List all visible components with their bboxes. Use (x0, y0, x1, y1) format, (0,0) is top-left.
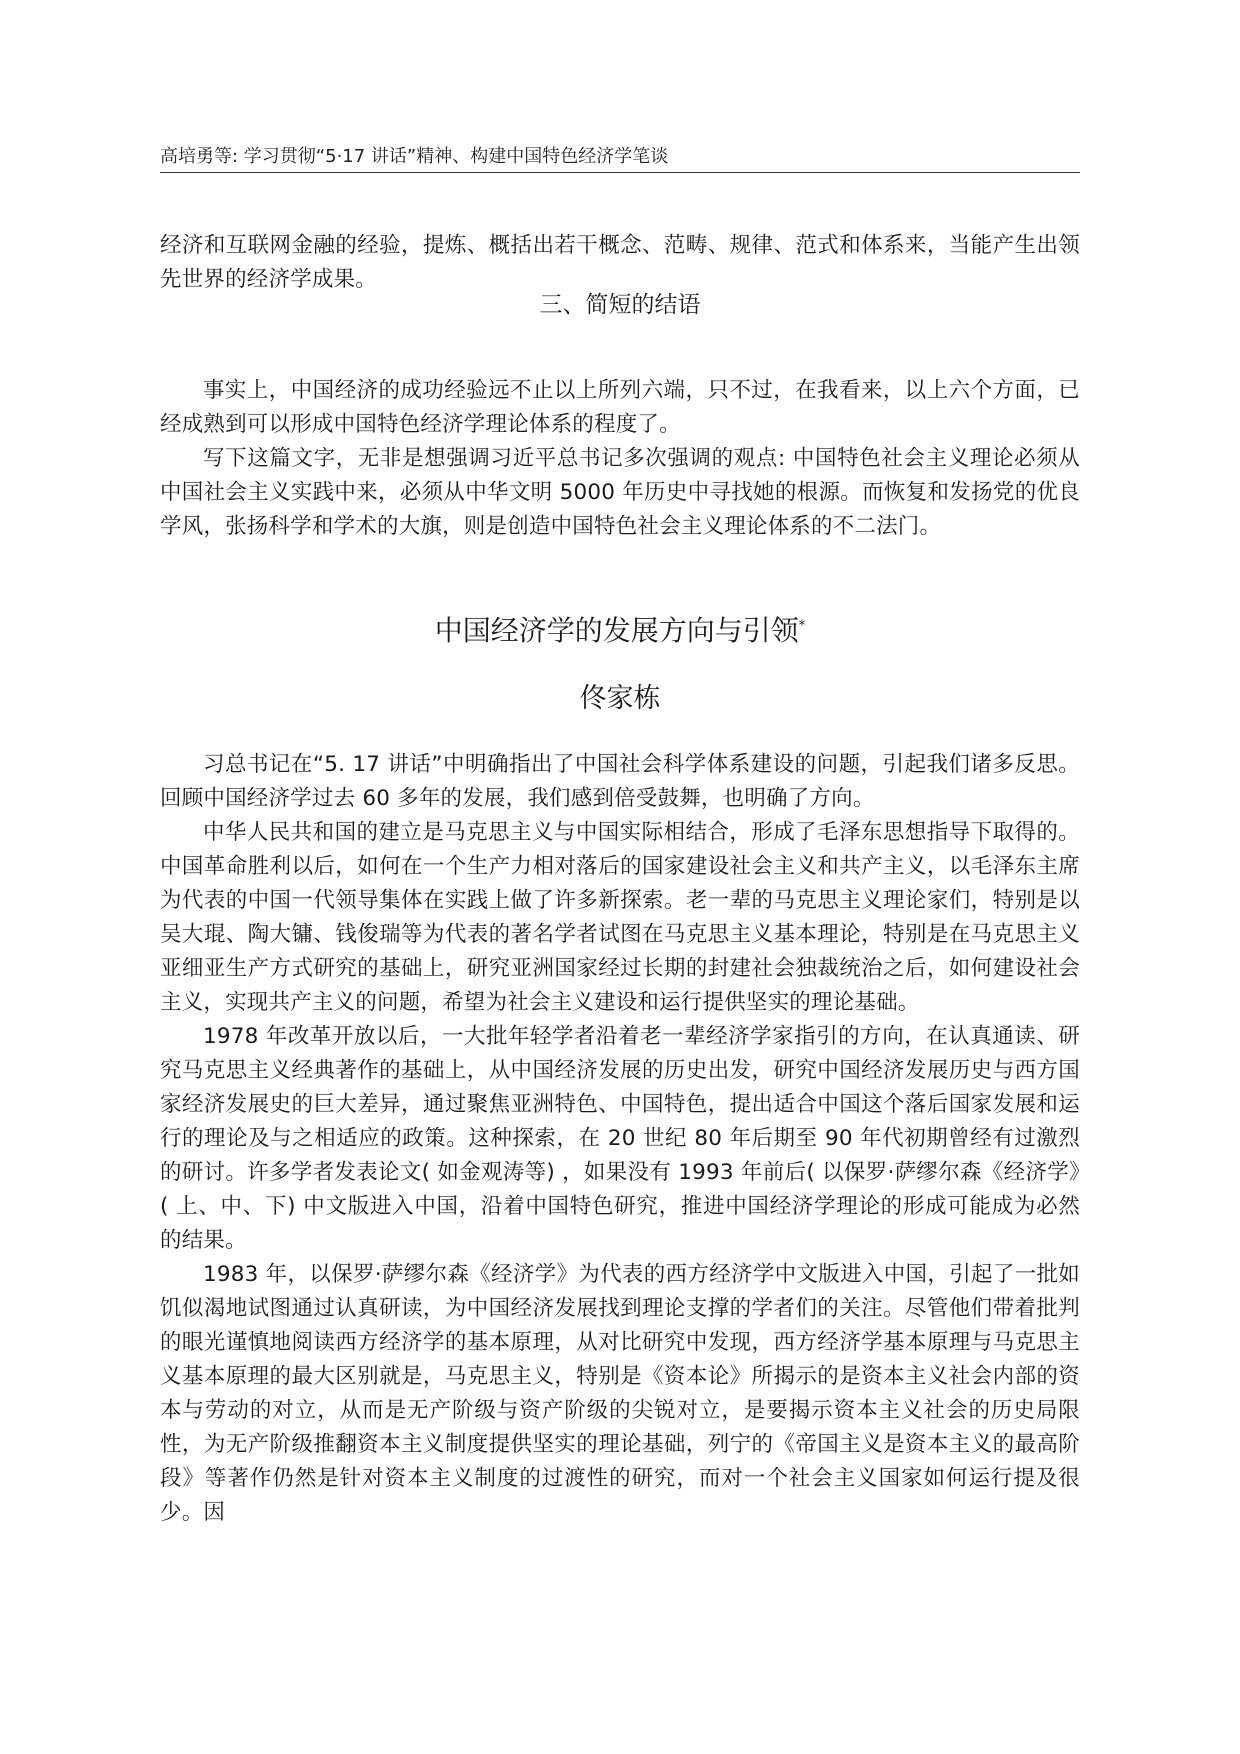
conclusion-paragraph-2: 写下这篇文字，无非是想强调习近平总书记多次强调的观点: 中国特色社会主义理论必须从中国社会主义实践中来，必须从中华文明 5000 年历史中寻找她的根源。而恢复和发扬党的优良学风，张扬科学和学术的大旗，则是创造中国特色社会主义理论体系的不二法门。 (160, 446, 1080, 539)
running-header: 高培勇等: 学习贯彻“5·17 讲话”精神、构建中国特色经济学笔谈 (160, 146, 669, 167)
title-footnote-mark: * (798, 618, 806, 634)
article-body (160, 748, 1080, 1530)
article-paragraph-3: 1978 年改革开放以后，一大批年轻学者沿着老一辈经济学家指引的方向，在认真通读、研究马克思主义经典著作的基础上，从中国经济发展的历史出发，研究中国经济发展历史与西方国家经济发展史的巨大差异，通过聚焦亚洲特色、中国特色，提出适合中国这个落后国家发展和运行的理论及与之相适应的政策。这种探索，在 20 世纪 80 年后期至 90 年代初期曾经有过激烈的研讨。许多学者发表论文( 如金观涛等) ，如果没有 1993 年前后( 以保罗·萨缪尔森《经济学》( 上、中、下) 中文版进入中国，沿着中国特色研究，推进中国经济学理论的形成可能成为必然的结果。 (160, 1024, 1080, 1253)
conclusion-paragraph-1: 事实上，中国经济的成功经验远不止以上所列六端，只不过，在我看来，以上六个方面，已经成熟到可以形成中国特色经济学理论体系的程度了。 (160, 378, 1080, 437)
continuation-paragraph: 经济和互联网金融的经验，提炼、概括出若干概念、范畴、规律、范式和体系来，当能产生出领先世界的经济学成果。 (160, 233, 1080, 292)
header-rule (160, 172, 1080, 173)
conclusion-block (160, 374, 1080, 544)
article-author: 佟家栋 (579, 683, 661, 714)
article-title-text: 中国经济学的发展方向与引领 (434, 614, 799, 647)
article-paragraph-2: 中华人民共和国的建立是马克思主义与中国实际相结合，形成了毛泽东思想指导下取得的。中国革命胜利以后，如何在一个生产力相对落后的国家建设社会主义和共产主义，以毛泽东主席为代表的中国一代领导集体在实践上做了许多新探索。老一辈的马克思主义理论家们，特别是以吴大琨、陶大镛、钱俊瑞等为代表的著名学者试图在马克思主义基本理论，特别是在马克思主义亚细亚生产方式研究的基础上，研究亚洲国家经过长期的封建社会独裁统治之后，如何建设社会主义，实现共产主义的问题，希望为社会主义建设和运行提供坚实的理论基础。 (160, 820, 1080, 1015)
section-heading: 三、简短的结语 (539, 292, 701, 318)
article-title (160, 613, 1080, 649)
article-paragraph-4: 1983 年，以保罗·萨缪尔森《经济学》为代表的西方经济学中文版进入中国，引起了一批如饥似渴地试图通过认真研读，为中国经济发展找到理论支撑的学者们的关注。尽管他们带着批判的眼光谨慎地阅读西方经济学的基本原理，从对比研究中发现，西方经济学基本原理与马克思主义基本原理的最大区别就是，马克思主义，特别是《资本论》所揭示的是资本主义社会内部的资本与劳动的对立，从而是无产阶级与资产阶级的尖锐对立，是要揭示资本主义社会的历史局限性，为无产阶级推翻资本主义制度提供坚实的理论基础，列宁的《帝国主义是资本主义的最高阶段》等著作仍然是针对资本主义制度的过渡性的研究，而对一个社会主义国家如何运行提及很少。因 (160, 1262, 1080, 1525)
article-paragraph-1: 习总书记在“5. 17 讲话”中明确指出了中国社会科学体系建设的问题，引起我们诸多反思。回顾中国经济学过去 60 多年的发展，我们感到倍受鼓舞，也明确了方向。 (160, 752, 1080, 811)
continuation-block (160, 229, 1080, 297)
